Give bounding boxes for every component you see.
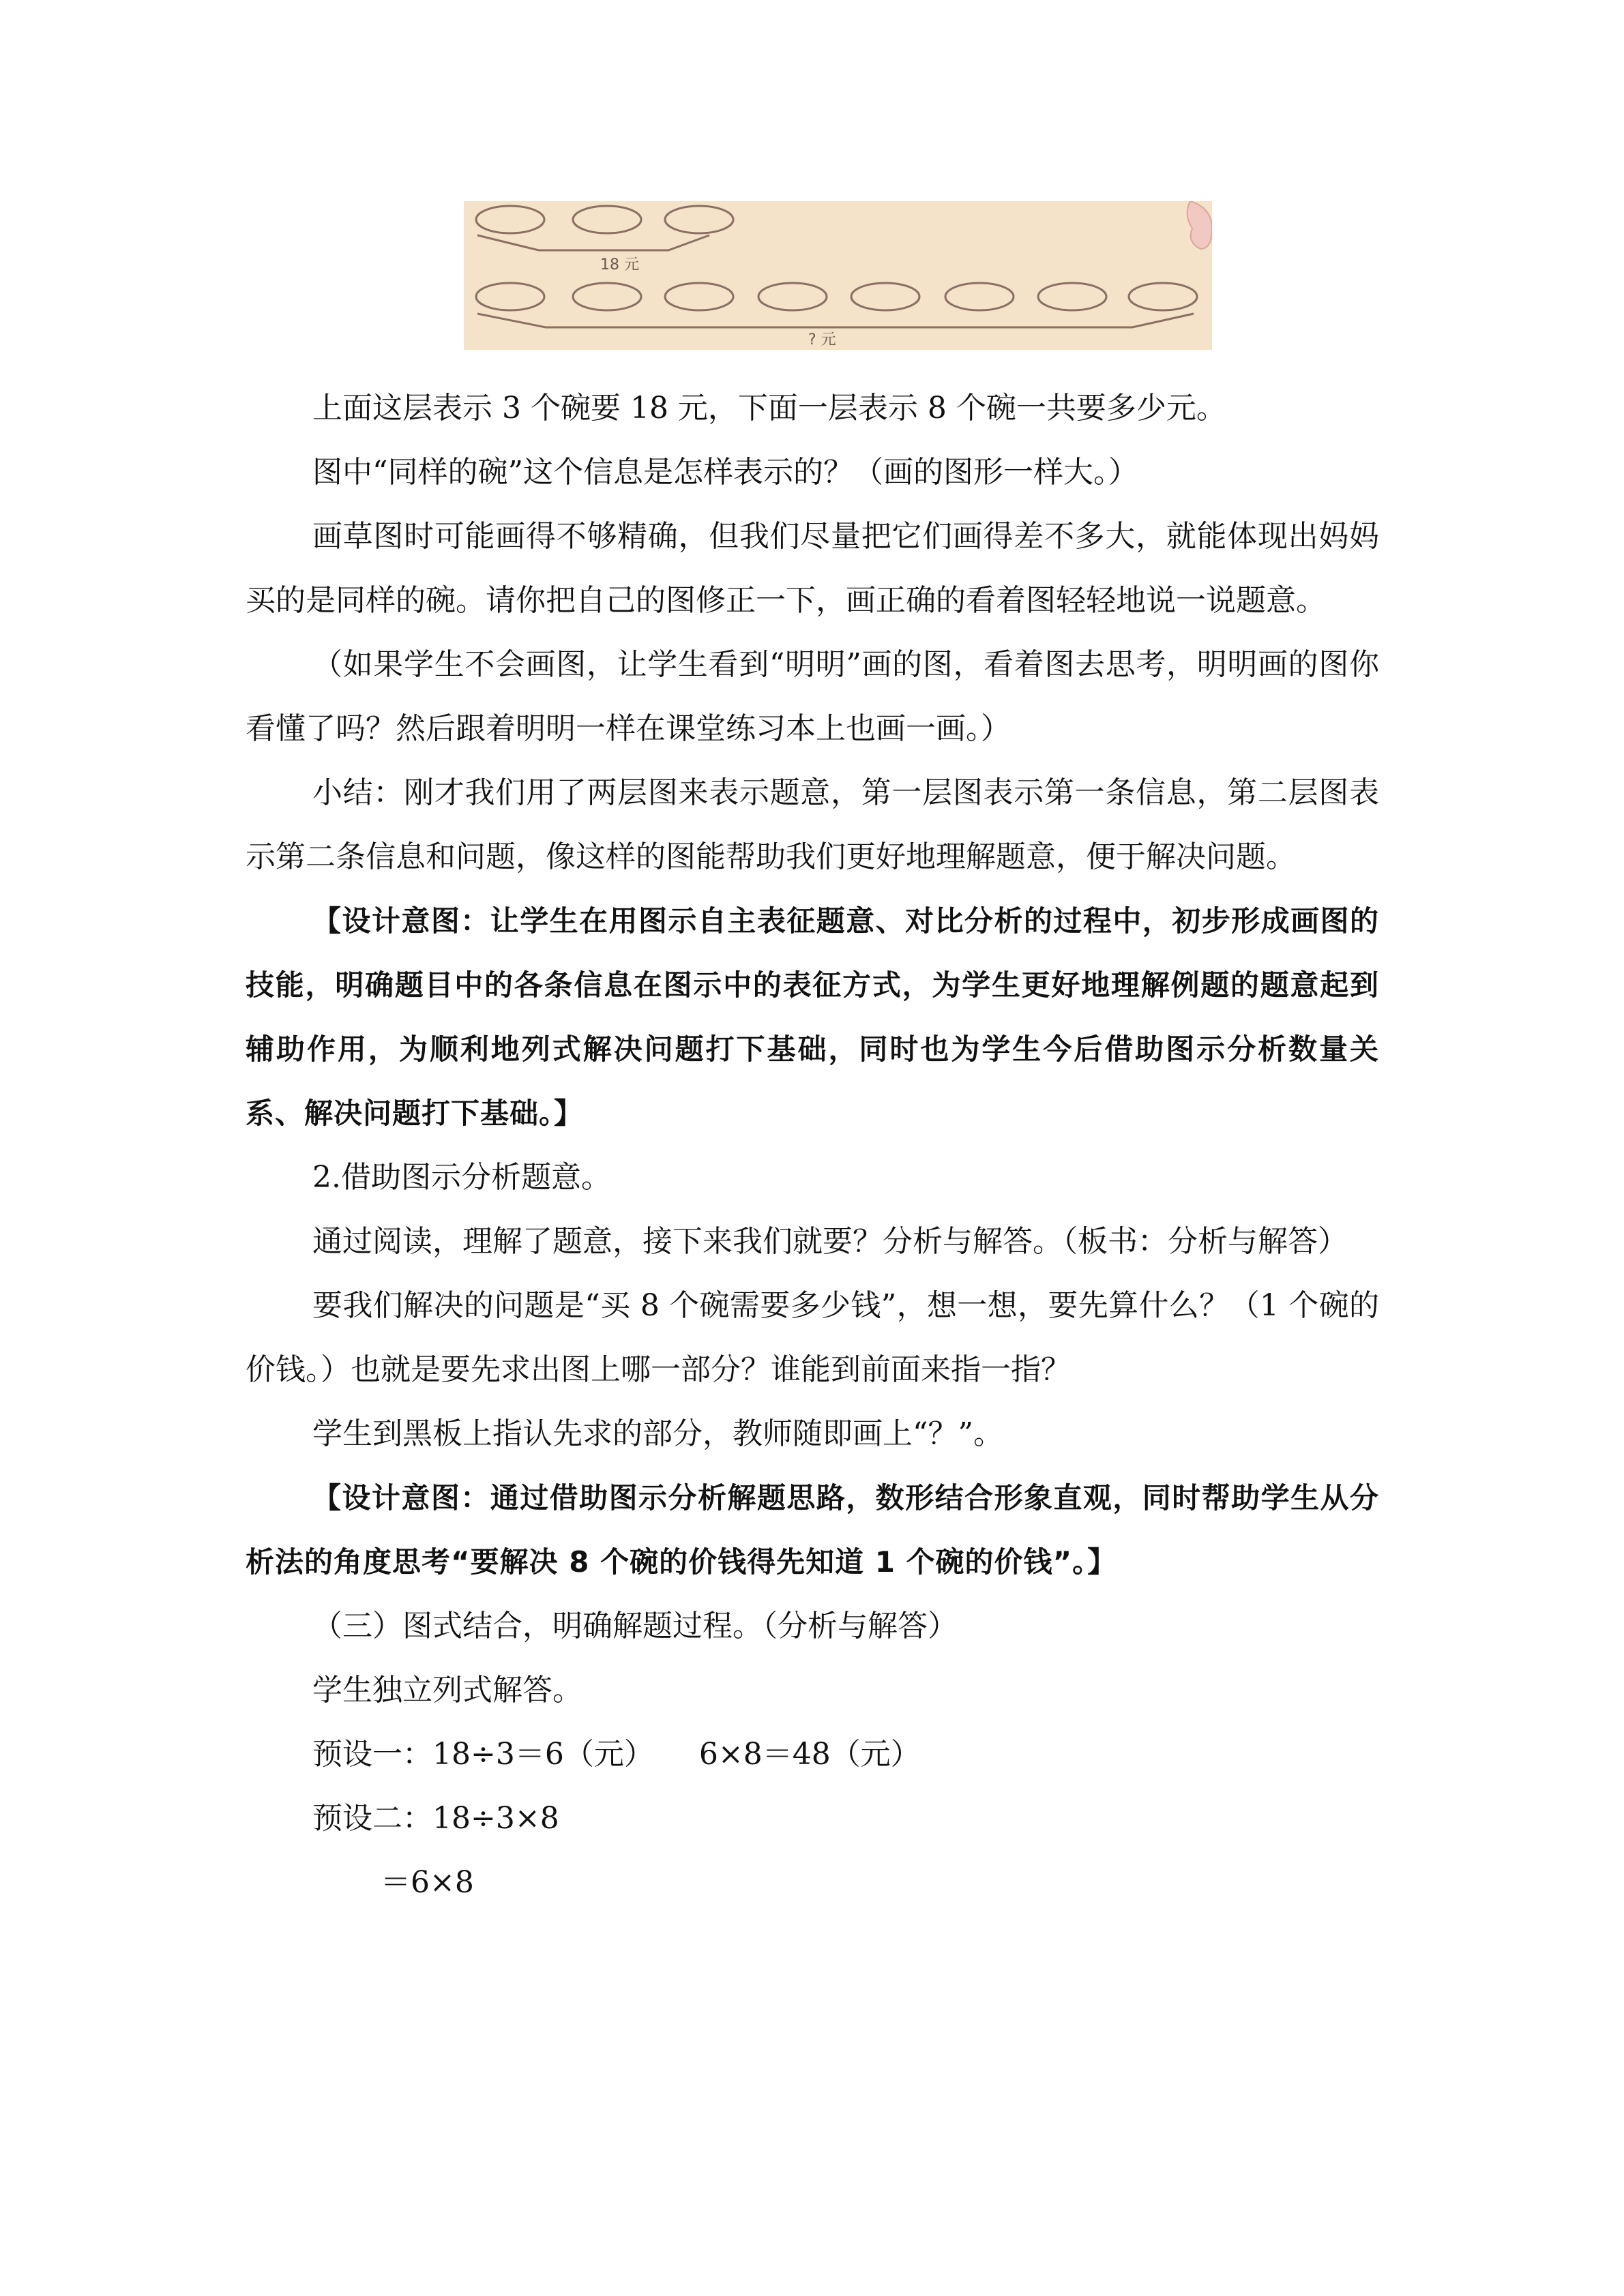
paragraph-1: 上面这层表示 3 个碗要 18 元，下面一层表示 8 个碗一共要多少元。 xyxy=(312,391,1226,426)
bowl-bottom-8 xyxy=(1129,283,1197,310)
paragraph-step-2: 2.借助图示分析题意。 xyxy=(312,1160,611,1195)
paragraph-7: 要我们解决的问题是“买 8 个碗需要多少钱”，想一想，要先算什么？（1 个碗的价钱。）也就是要先求出图上哪一部分？谁能到前面来指一指？ xyxy=(246,1288,1379,1387)
top-brace xyxy=(477,235,709,250)
bowl-bottom-1 xyxy=(476,283,544,310)
bowl-diagram xyxy=(464,201,1212,350)
bowl-bottom-2 xyxy=(573,283,641,310)
paragraph-9: 学生独立列式解答。 xyxy=(312,1673,582,1708)
bowl-bottom-4 xyxy=(758,283,827,310)
paragraph-5: 小结：刚才我们用了两层图来表示题意，第一层图表示第一条信息，第二层图表示第二条信息和问题，像这样的图能帮助我们更好地理解题意，便于解决问题。 xyxy=(246,775,1379,874)
document-body xyxy=(246,376,1379,1915)
bowl-diagram-svg xyxy=(464,201,1212,350)
preset-2-step: ＝6×8 xyxy=(381,1865,474,1900)
paragraph-8: 学生到黑板上指认先求的部分，教师随即画上“？”。 xyxy=(312,1416,1003,1451)
preset-2: 预设二：18÷3×8 xyxy=(312,1801,559,1836)
bowl-bottom-5 xyxy=(851,283,919,310)
preset-1: 预设一：18÷3＝6（元） 6×8＝48（元） xyxy=(312,1737,921,1772)
bowl-bottom-3 xyxy=(665,283,733,310)
paragraph-6: 通过阅读，理解了题意，接下来我们就要？分析与解答。（板书：分析与解答） xyxy=(312,1224,1348,1259)
paragraph-2: 图中“同样的碗”这个信息是怎样表示的？（画的图形一样大。） xyxy=(312,455,1138,490)
bottom-label: ? 元 xyxy=(808,331,836,348)
hand-icon xyxy=(1187,201,1212,249)
bowl-bottom-6 xyxy=(945,283,1014,310)
paragraph-4: （如果学生不会画图，让学生看到“明明”画的图，看着图去思考，明明画的图你看懂了吗？然后跟着明明一样在课堂练习本上也画一画。） xyxy=(246,647,1379,746)
bowl-top-2 xyxy=(573,206,641,233)
paragraph-3: 画草图时可能画得不够精确，但我们尽量把它们画得差不多大，就能体现出妈妈买的是同样的碗。请你把自己的图修正一下，画正确的看着图轻轻地说一说题意。 xyxy=(246,519,1379,618)
bowl-bottom-7 xyxy=(1038,283,1106,310)
section-3-heading: （三）图式结合，明确解题过程。（分析与解答） xyxy=(312,1609,958,1643)
design-intent-1: 【设计意图：让学生在用图示自主表征题意、对比分析的过程中，初步形成画图的技能，明确题目中的各条信息在图示中的表征方式，为学生更好地理解例题的题意起到辅助作用，为顺利地列式解决问题打下基础，同时也为学生今后借助图示分析数量关系、解决问题打下基础。】 xyxy=(246,904,1379,1130)
design-intent-2: 【设计意图：通过借助图示分析解题思路，数形结合形象直观，同时帮助学生从分析法的角度思考“要解决 8 个碗的价钱得先知道 1 个碗的价钱”。】 xyxy=(246,1481,1379,1579)
bowl-top-1 xyxy=(476,206,544,233)
bowl-top-3 xyxy=(665,206,733,233)
top-label: 18 元 xyxy=(600,256,639,273)
bottom-brace xyxy=(477,314,1194,327)
